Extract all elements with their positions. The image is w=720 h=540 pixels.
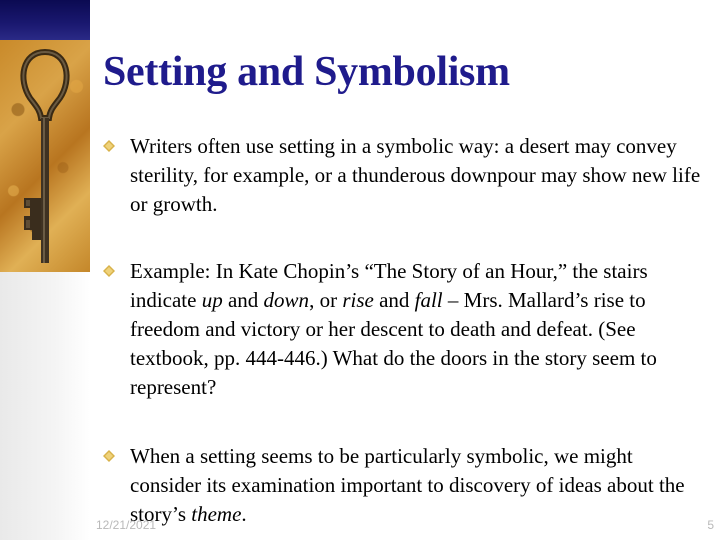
diamond-bullet-icon [103, 140, 115, 152]
bullet-text-run: , or [309, 288, 343, 312]
diamond-bullet-icon [103, 450, 115, 462]
footer-date: 12/21/2021 [96, 518, 157, 532]
slide-title: Setting and Symbolism [103, 49, 510, 95]
bullet-text [130, 257, 702, 402]
bullet-text-run: Example: In Kate Chopin’s “The Story of an Hour,” the stairs indicate [130, 259, 648, 312]
bullet-text-run: – Mrs. Mallard’s rise to freedom and victory or her descent to death and defeat. (See textbook, pp. 444-446.) What do the doors in the story seem to represent? [130, 288, 657, 399]
italic-word-rise: rise [342, 288, 374, 312]
bullet-text [130, 132, 702, 219]
bullet-text-run: . [241, 502, 247, 526]
top-navy-band [0, 0, 90, 40]
left-decorative-strip [0, 0, 90, 540]
italic-word-theme: theme [191, 502, 242, 526]
bullet-text-run: and [373, 288, 415, 312]
bullet-text-run: Writers often use setting in a symbolic way: a desert may convey sterility, for example, or a thunderous downpour may show new life or growth. [130, 134, 701, 216]
italic-word-down: down [263, 288, 310, 312]
left-gray-panel [0, 272, 90, 540]
italic-word-fall: fall [414, 288, 443, 312]
bullet-text-run: When a setting seems to be particularly symbolic, we might consider its examination important to discovery of ideas about the story’s [130, 444, 685, 526]
page-number: 5 [707, 518, 714, 532]
key-image [0, 40, 90, 272]
bullet-text [130, 442, 702, 529]
bullet-text-run: and [222, 288, 264, 312]
diamond-bullet-icon [103, 265, 115, 277]
italic-word-up: up [201, 288, 223, 312]
